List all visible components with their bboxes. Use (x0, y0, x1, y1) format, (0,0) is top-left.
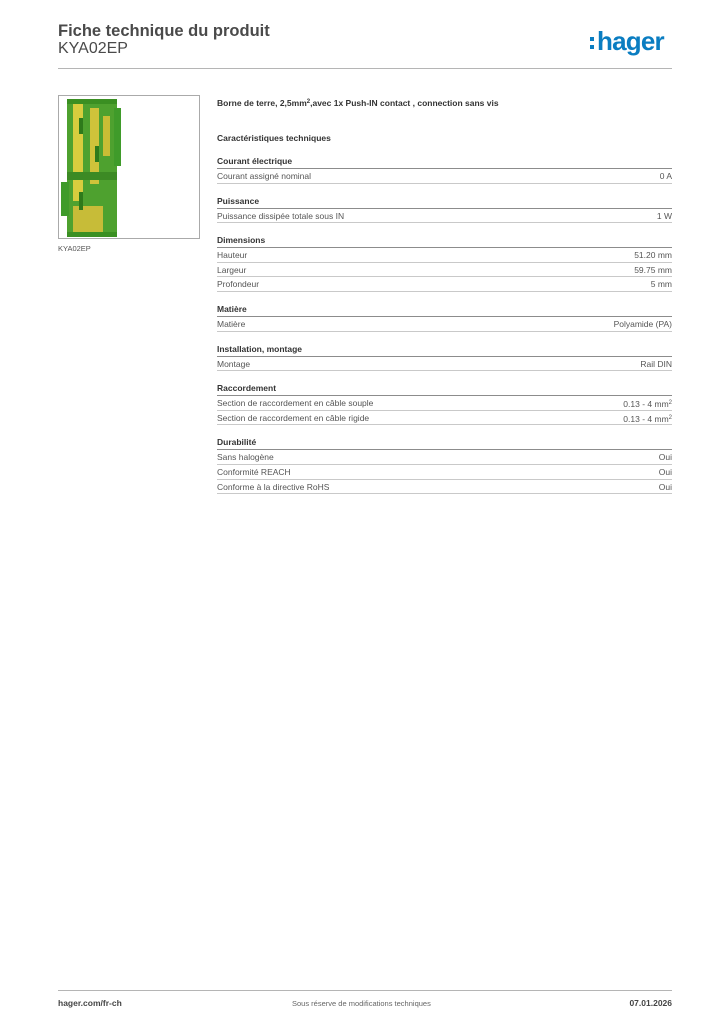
section-title: Dimensions (217, 235, 266, 246)
product-description: Borne de terre, $2,5mm^2,avec$ 1x Push-IN contact , connection sans vis (217, 98, 499, 108)
spec-label: Section de raccordement en câble souple (217, 398, 374, 409)
section-title: Raccordement (217, 383, 277, 394)
spec-row (217, 465, 672, 480)
spec-row (217, 209, 672, 224)
section-installation-montage (217, 344, 672, 372)
section-raccordement (217, 383, 672, 425)
product-image (58, 95, 200, 239)
spec-label: Largeur (217, 264, 247, 275)
product-details (217, 96, 672, 494)
spec-label: Profondeur (217, 279, 260, 290)
spec-value: 1 W (656, 210, 672, 221)
technical-characteristics-title: Caractéristiques techniques (217, 133, 331, 143)
spec-value: 0.13 - 4 $mm^2$ (623, 413, 672, 424)
logo-mark-icon (590, 34, 597, 52)
spec-row (217, 169, 672, 184)
spec-value: Oui (658, 466, 672, 477)
spec-row (217, 317, 672, 332)
section-courant-electrique (217, 156, 672, 184)
spec-row (217, 480, 672, 495)
spec-label: Puissance dissipée totale sous IN (217, 210, 345, 221)
section-dimensions (217, 235, 672, 292)
spec-label: Conforme à la directive RoHS (217, 481, 330, 492)
spec-label: Courant assigné nominal (217, 171, 312, 181)
spec-value: Oui (658, 452, 672, 463)
product-image-caption: KYA02EP (58, 244, 91, 253)
spec-label: Montage (217, 358, 251, 369)
spec-value: 0 A (659, 171, 672, 181)
spec-label: Section de raccordement en câble rigide (217, 412, 370, 423)
spec-label: Conformité REACH (217, 466, 291, 477)
hager-logo (590, 28, 680, 58)
header-divider (58, 68, 672, 69)
spec-row (217, 450, 672, 465)
section-durabilite (217, 437, 672, 494)
footer-disclaimer: Sous réserve de modifications techniques (292, 999, 431, 1008)
section-title: Matière (217, 303, 247, 314)
spec-value: 5 mm (650, 279, 672, 290)
product-reference: KYA02EP (58, 40, 128, 57)
spec-label: Matière (217, 318, 246, 329)
spec-label: Hauteur (217, 250, 248, 261)
section-puissance (217, 196, 672, 224)
logo-text: hager (597, 26, 664, 56)
terminal-block-picture (59, 96, 199, 238)
section-title: Puissance (217, 195, 260, 206)
spec-value: 51.20 mm (634, 250, 672, 261)
page-title: Fiche technique du produit (58, 22, 270, 40)
spec-row (217, 248, 672, 263)
spec-value: Oui (658, 481, 672, 492)
spec-value: 59.75 mm (634, 264, 672, 275)
footer-divider (58, 990, 672, 991)
spec-row (217, 396, 672, 411)
spec-label: Sans halogène (217, 452, 274, 463)
spec-row (217, 411, 672, 426)
spec-row (217, 277, 672, 292)
section-title: Courant électrique (217, 156, 293, 166)
section-title: Durabilité (217, 437, 257, 448)
section-matiere (217, 304, 672, 332)
spec-row (217, 357, 672, 372)
footer-website: hager.com/fr-ch (58, 998, 122, 1008)
spec-value: Polyamide (PA) (613, 318, 672, 329)
spec-value: 0.13 - 4 $mm^2$ (623, 399, 672, 410)
spec-value: Rail DIN (640, 358, 672, 369)
spec-row (217, 263, 672, 278)
section-title: Installation, montage (217, 343, 303, 354)
footer-date: 07.01.2026 (629, 998, 672, 1008)
